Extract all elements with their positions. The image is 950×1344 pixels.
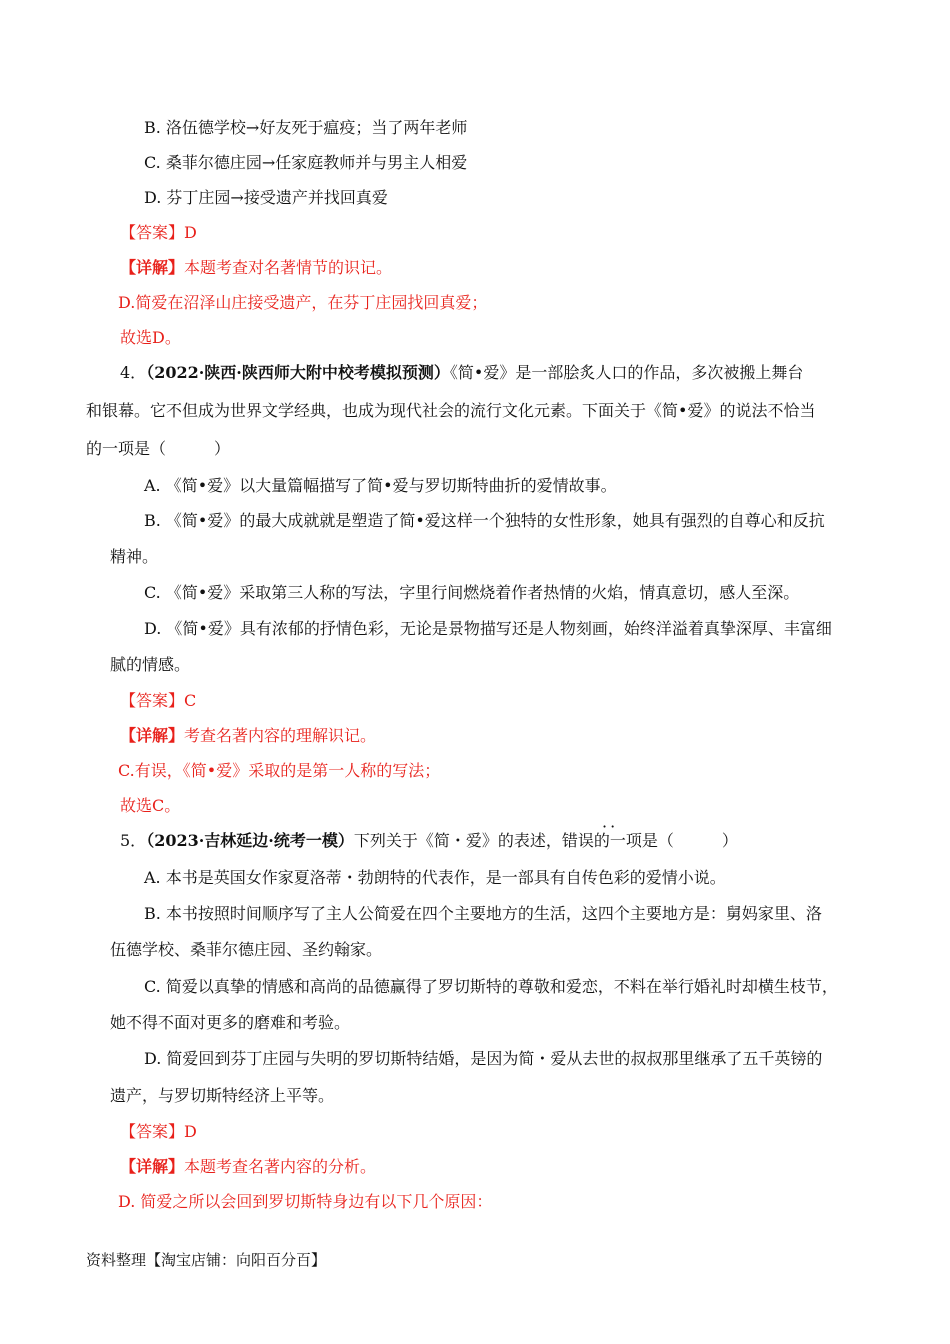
q5-detail-label: 【详解】 xyxy=(120,1157,185,1176)
q5-stem-pre: 下列关于《简・爱》的表述， xyxy=(353,831,562,850)
q3-detail-text: 本题考查对名著情节的识记。 xyxy=(184,258,393,277)
q4-option-d: D. 《简•爱》具有浓郁的抒情色彩，无论是景物描写还是人物刻画，始终洋溢着真挚深厚、丰富细 xyxy=(144,619,832,638)
q5-source: （2023·吉林延边·统考一模） xyxy=(146,831,354,850)
q4-detail xyxy=(120,726,376,746)
q4-stem-line-1 xyxy=(120,363,803,383)
q5-option-c-cont: 她不得不面对更多的磨难和考验。 xyxy=(110,1013,351,1032)
q4-choose: 故选C。 xyxy=(120,796,181,815)
q4-option-d-cont: 腻的情感。 xyxy=(110,655,191,674)
q3-choose: 故选D。 xyxy=(120,328,181,347)
q4-detail-text: 考查名著内容的理解识记。 xyxy=(184,726,377,745)
q5-stem xyxy=(120,831,738,851)
q5-explanation: D. 简爱之所以会回到罗切斯特身边有以下几个原因： xyxy=(118,1192,493,1211)
q3-detail-label: 【详解】 xyxy=(120,258,185,277)
q4-stem-line-3: 的一项是（ ） xyxy=(86,439,231,458)
q4-stem-line-2: 和银幕。它不但成为世界文学经典，也成为现代社会的流行文化元素。下面关于《简•爱》的说法不恰当 xyxy=(86,401,816,420)
q4-option-b-cont: 精神。 xyxy=(110,547,159,566)
q3-option-d: D. 芬丁庄园→接受遗产并找回真爱 xyxy=(144,188,388,207)
q3-explanation: D.简爱在沼泽山庄接受遗产，在芬丁庄园找回真爱； xyxy=(118,293,488,312)
q4-source: （2022·陕西·陕西师大附中校考模拟预测） xyxy=(146,363,450,382)
q3-detail xyxy=(120,258,392,278)
q5-option-b: B. 本书按照时间顺序写了主人公简爱在四个主要地方的生活，这四个主要地方是：舅妈家里、洛 xyxy=(144,904,822,923)
page-footer: 资料整理【淘宝店铺：向阳百分百】 xyxy=(86,1251,327,1269)
q3-option-b: B. 洛伍德学校→好友死于瘟疫；当了两年老师 xyxy=(144,118,468,137)
emphasis-dots: ·· xyxy=(602,817,619,836)
q4-number: 4． xyxy=(120,363,147,382)
q5-answer: 【答案】D xyxy=(120,1122,197,1141)
q3-option-c: C. 桑菲尔德庄园→任家庭教师并与男主人相爱 xyxy=(144,153,468,172)
q4-answer: 【答案】C xyxy=(120,691,197,710)
q4-detail-label: 【详解】 xyxy=(120,726,185,745)
q4-option-b: B. 《简•爱》的最大成就就是塑造了简•爱这样一个独特的女性形象，她具有强烈的自尊心和反抗 xyxy=(144,511,825,530)
q5-stem-emphasis: 错误 xyxy=(561,831,594,850)
q4-explanation: C.有误，《简•爱》采取的是第一人称的写法； xyxy=(118,761,441,780)
q5-detail-text: 本题考查名著内容的分析。 xyxy=(184,1157,377,1176)
q5-option-a: A. 本书是英国女作家夏洛蒂・勃朗特的代表作，是一部具有自传色彩的爱情小说。 xyxy=(144,868,726,887)
q4-stem-text: 《简•爱》是一部脍炙人口的作品，多次被搬上舞台 xyxy=(449,363,804,382)
q4-option-c: C. 《简•爱》采取第三人称的写法，字里行间燃烧着作者热情的火焰，情真意切，感人至深。 xyxy=(144,583,800,602)
q5-stem-post: 的一项是（ ） xyxy=(593,831,738,850)
q5-option-d-cont: 遗产，与罗切斯特经济上平等。 xyxy=(110,1086,335,1105)
q5-option-d: D. 简爱回到芬丁庄园与失明的罗切斯特结婚，是因为简・爱从去世的叔叔那里继承了五千英镑的 xyxy=(144,1049,823,1068)
q4-option-a: A. 《简•爱》以大量篇幅描写了简•爱与罗切斯特曲折的爱情故事。 xyxy=(144,476,617,495)
q5-option-b-cont: 伍德学校、桑菲尔德庄园、圣约翰家。 xyxy=(110,940,383,959)
q3-answer: 【答案】D xyxy=(120,223,197,242)
q5-detail xyxy=(120,1157,376,1177)
q5-number: 5． xyxy=(120,831,147,850)
q5-option-c: C. 简爱以真挚的情感和高尚的品德赢得了罗切斯特的尊敬和爱恋，不料在举行婚礼时却横生枝节， xyxy=(144,977,838,996)
